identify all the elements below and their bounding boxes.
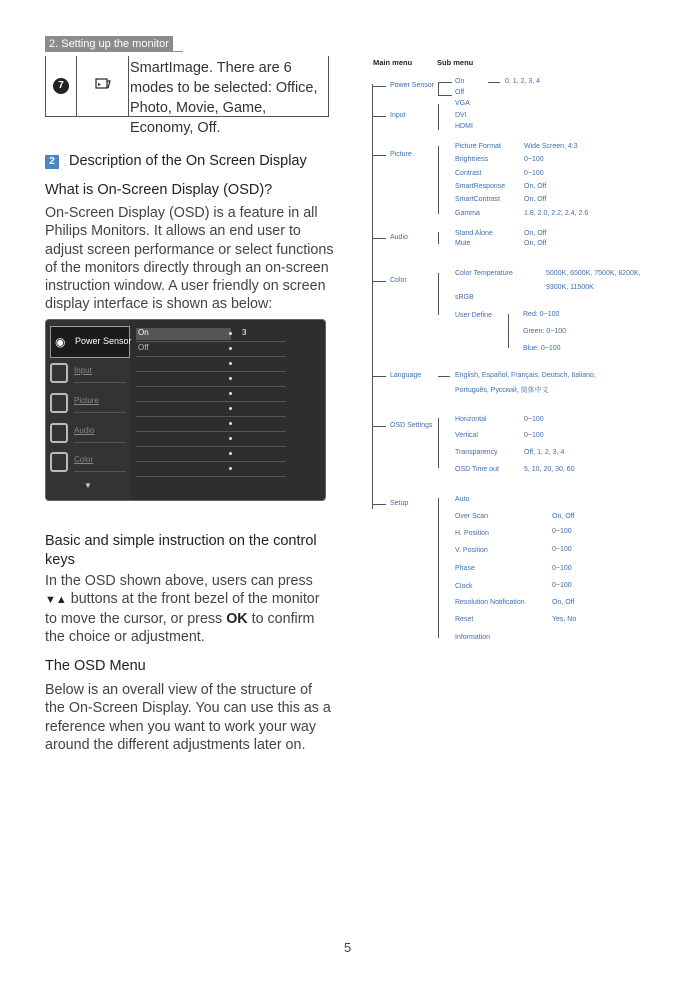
picture-item: SmartContrast xyxy=(455,196,501,203)
main-power-sensor: Power Sensor xyxy=(390,82,434,89)
color-temperature: Color Temperature xyxy=(455,270,513,277)
osd-divider xyxy=(74,471,126,472)
color-srgb: sRGB xyxy=(455,294,474,301)
osd-menu-item-audio xyxy=(46,420,130,448)
picture-value: 1.8, 2.0, 2.2, 2.4, 2.6 xyxy=(524,210,589,217)
main-osd-settings: OSD Settings xyxy=(390,422,433,429)
osd-structure-diagram xyxy=(360,40,690,660)
branch-line xyxy=(372,86,386,87)
mode-table-row xyxy=(45,56,329,136)
branch-line xyxy=(372,504,386,505)
picture-value: 0~100 xyxy=(524,170,544,177)
osd-divider xyxy=(74,382,126,383)
audio-value: On, Off xyxy=(524,230,547,237)
mode-description: SmartImage. There are 6 modes to be selected: Office, Photo, Movie, Game, Economy, Off. xyxy=(130,60,318,136)
picture-icon xyxy=(50,393,68,413)
input-vga: VGA xyxy=(455,100,470,107)
picture-item: Gamma xyxy=(455,210,480,217)
up-arrow-icon: ▲ xyxy=(55,594,67,607)
audio-icon xyxy=(50,423,68,443)
setup-item: Reset xyxy=(455,616,474,623)
mode-number-cell xyxy=(46,56,77,116)
osd-slider-dot xyxy=(229,347,232,350)
branch-line xyxy=(372,281,386,282)
picture-value: Wide Screen, 4:3 xyxy=(524,143,578,150)
picture-value: On, Off xyxy=(524,183,547,190)
branch-line xyxy=(372,426,386,427)
language-list-1: English, Español, Français, Deutsch, Italiano, xyxy=(455,372,596,379)
osd-line xyxy=(136,476,286,477)
color-icon xyxy=(50,452,68,472)
osd-settings-value: 0~100 xyxy=(524,432,544,439)
main-picture: Picture xyxy=(390,151,412,158)
osd-slider-dot xyxy=(229,392,232,395)
input-icon xyxy=(50,363,68,383)
osd-menu-paragraph: Below is an overall view of the structure of the On-Screen Display. You can use this as a reference when you want to work your way around the different adjustments later on. xyxy=(45,682,331,753)
sub-line xyxy=(438,82,439,96)
sub-line xyxy=(438,376,450,377)
control-keys-paragraph xyxy=(45,572,335,646)
osd-menu-heading: The OSD Menu xyxy=(45,658,146,674)
page-number: 5 xyxy=(344,940,352,955)
sub-line xyxy=(438,498,439,638)
color-green: Green: 0~100 xyxy=(523,328,567,335)
setup-value: On, Off xyxy=(552,599,575,606)
osd-sub-menu xyxy=(136,320,321,500)
osd-down-arrow-icon: ▼ xyxy=(84,481,92,490)
osd-menu-label: Audio xyxy=(74,426,95,435)
osd-settings-item: Horizontal xyxy=(455,416,487,423)
sub-line xyxy=(438,82,452,83)
osd-slider-dot xyxy=(229,407,232,410)
osd-menu-label: Input xyxy=(74,366,92,375)
setup-value: 0~100 xyxy=(552,546,572,553)
picture-value: 0~100 xyxy=(524,156,544,163)
osd-slider-dot xyxy=(229,422,232,425)
main-setup: Setup xyxy=(390,500,409,507)
osd-menu-item-picture xyxy=(46,390,130,418)
input-dvi: DVI xyxy=(455,112,467,119)
language-list-2: Português, Русский, 简体中文 xyxy=(455,387,549,394)
control-keys-text-1: In the OSD shown above, users can press xyxy=(45,573,313,589)
setup-item: Information xyxy=(455,634,491,641)
branch-line xyxy=(372,116,386,117)
osd-slider-dot xyxy=(229,362,232,365)
ok-key-label: OK xyxy=(226,610,248,627)
power-sensor-icon: ◉ xyxy=(55,335,66,349)
setup-value: On, Off xyxy=(552,513,575,520)
setup-item: Auto xyxy=(455,496,470,503)
osd-slider-dot xyxy=(229,332,232,335)
sub-line xyxy=(438,95,452,96)
osd-divider xyxy=(74,442,126,443)
audio-item: Mute xyxy=(455,240,471,247)
mode-icon-cell xyxy=(77,56,129,116)
picture-value: On, Off xyxy=(524,196,547,203)
osd-line xyxy=(136,461,286,462)
osd-selected-label: Power Sensor xyxy=(75,336,132,346)
osd-selected-item xyxy=(50,326,130,358)
osd-line xyxy=(136,431,286,432)
power-sensor-on: On xyxy=(455,78,465,85)
picture-item: Picture Format xyxy=(455,143,501,150)
color-blue: Blue: 0~100 xyxy=(523,345,561,352)
osd-settings-item: Transparency xyxy=(455,449,498,456)
setup-item: Resolution Notification xyxy=(455,599,525,606)
osd-settings-item: Vertical xyxy=(455,432,478,439)
main-trunk-line xyxy=(372,84,373,509)
osd-settings-item: OSD Time out xyxy=(455,466,499,473)
input-hdmi: HDMI xyxy=(455,123,473,130)
osd-line xyxy=(136,446,286,447)
osd-settings-value: 5, 10, 20, 30, 60 xyxy=(524,466,575,473)
branch-line xyxy=(372,376,386,377)
osd-settings-value: Off, 1, 2, 3, 4 xyxy=(524,449,565,456)
main-menu-header: Main menu xyxy=(373,58,413,67)
control-keys-heading: Basic and simple instruction on the control keys xyxy=(45,533,317,568)
color-red: Red: 0~100 xyxy=(523,311,560,318)
setup-value: 0~100 xyxy=(552,528,572,535)
osd-menu-item-color xyxy=(46,449,130,477)
osd-main-menu xyxy=(46,320,130,500)
sub-line xyxy=(438,273,439,315)
control-keys-text-2: buttons at the front bezel of the monitor to move the cursor, or press xyxy=(45,591,320,627)
setup-value: Yes, No xyxy=(552,616,577,623)
osd-option-on: On xyxy=(138,328,149,337)
section-tab: 2. Setting up the monitor xyxy=(45,36,173,52)
osd-line xyxy=(136,356,286,357)
osd-slider-dot xyxy=(229,437,232,440)
branch-line xyxy=(372,238,386,239)
down-arrow-icon: ▼ xyxy=(45,594,56,607)
main-input: Input xyxy=(390,112,406,119)
osd-intro-paragraph: On-Screen Display (OSD) is a feature in all Philips Monitors. It allows an end user to adjust screen performance or select functions of the monitors directly through an on-screen instruction window. A user friendly on screen display interface is shown as below: xyxy=(45,205,334,313)
osd-slider-dot xyxy=(229,452,232,455)
osd-option-off: Off xyxy=(138,343,149,352)
sub-line xyxy=(438,146,439,214)
value-line xyxy=(488,82,500,83)
sub-line xyxy=(438,418,439,468)
audio-item: Stand Alone xyxy=(455,230,493,237)
picture-item: SmartResponse xyxy=(455,183,506,190)
header-rule xyxy=(45,51,183,52)
osd-option-highlight xyxy=(136,328,231,340)
sub-menu-header: Sub menu xyxy=(437,58,474,67)
main-language: Language xyxy=(390,372,422,379)
color-temp-values: 5000K, 6500K, 7500K, 8200K, xyxy=(546,270,641,277)
color-temp-values-2: 9300K, 11500K xyxy=(546,284,594,291)
section-title: Description of the On Screen Display xyxy=(69,153,307,169)
sub-line xyxy=(508,314,509,348)
setup-value: 0~100 xyxy=(552,565,572,572)
osd-settings-value: 0~100 xyxy=(524,416,544,423)
setup-item: V. Position xyxy=(455,547,488,554)
osd-line xyxy=(136,401,286,402)
setup-item: Over Scan xyxy=(455,513,489,520)
osd-divider xyxy=(74,412,126,413)
osd-line xyxy=(136,371,286,372)
main-color: Color xyxy=(390,277,407,284)
osd-value: 3 xyxy=(242,328,247,337)
audio-value: On, Off xyxy=(524,240,547,247)
setup-item: Clock xyxy=(455,583,473,590)
osd-menu-label: Picture xyxy=(74,396,99,405)
picture-item: Brightness xyxy=(455,156,489,163)
svg-text:▸: ▸ xyxy=(98,82,102,88)
sub-line xyxy=(438,104,439,130)
picture-item: Contrast xyxy=(455,170,482,177)
branch-line xyxy=(372,155,386,156)
osd-slider-dot xyxy=(229,467,232,470)
osd-menu-item-input xyxy=(46,360,130,388)
smartimage-icon xyxy=(95,78,111,93)
setup-item: H. Position xyxy=(455,530,489,537)
osd-intro-heading: What is On-Screen Display (OSD)? xyxy=(45,182,273,198)
osd-slider-dot xyxy=(229,377,232,380)
power-sensor-off: Off xyxy=(455,89,465,96)
osd-line xyxy=(136,341,286,342)
sub-line xyxy=(438,232,439,244)
setup-value: 0~100 xyxy=(552,582,572,589)
osd-menu-label: Color xyxy=(74,455,94,464)
color-user-define: User Define xyxy=(455,312,492,319)
osd-line xyxy=(136,416,286,417)
main-audio: Audio xyxy=(390,234,408,241)
setup-item: Phase xyxy=(455,565,475,572)
control-keys-text-3: to confirm the choice or adjustment. xyxy=(45,610,315,645)
mode-number: 7 xyxy=(53,78,69,94)
power-sensor-values: 0, 1, 2, 3, 4 xyxy=(505,78,541,85)
osd-screenshot xyxy=(45,319,326,501)
section-badge: 2 xyxy=(45,155,59,169)
osd-line xyxy=(136,386,286,387)
